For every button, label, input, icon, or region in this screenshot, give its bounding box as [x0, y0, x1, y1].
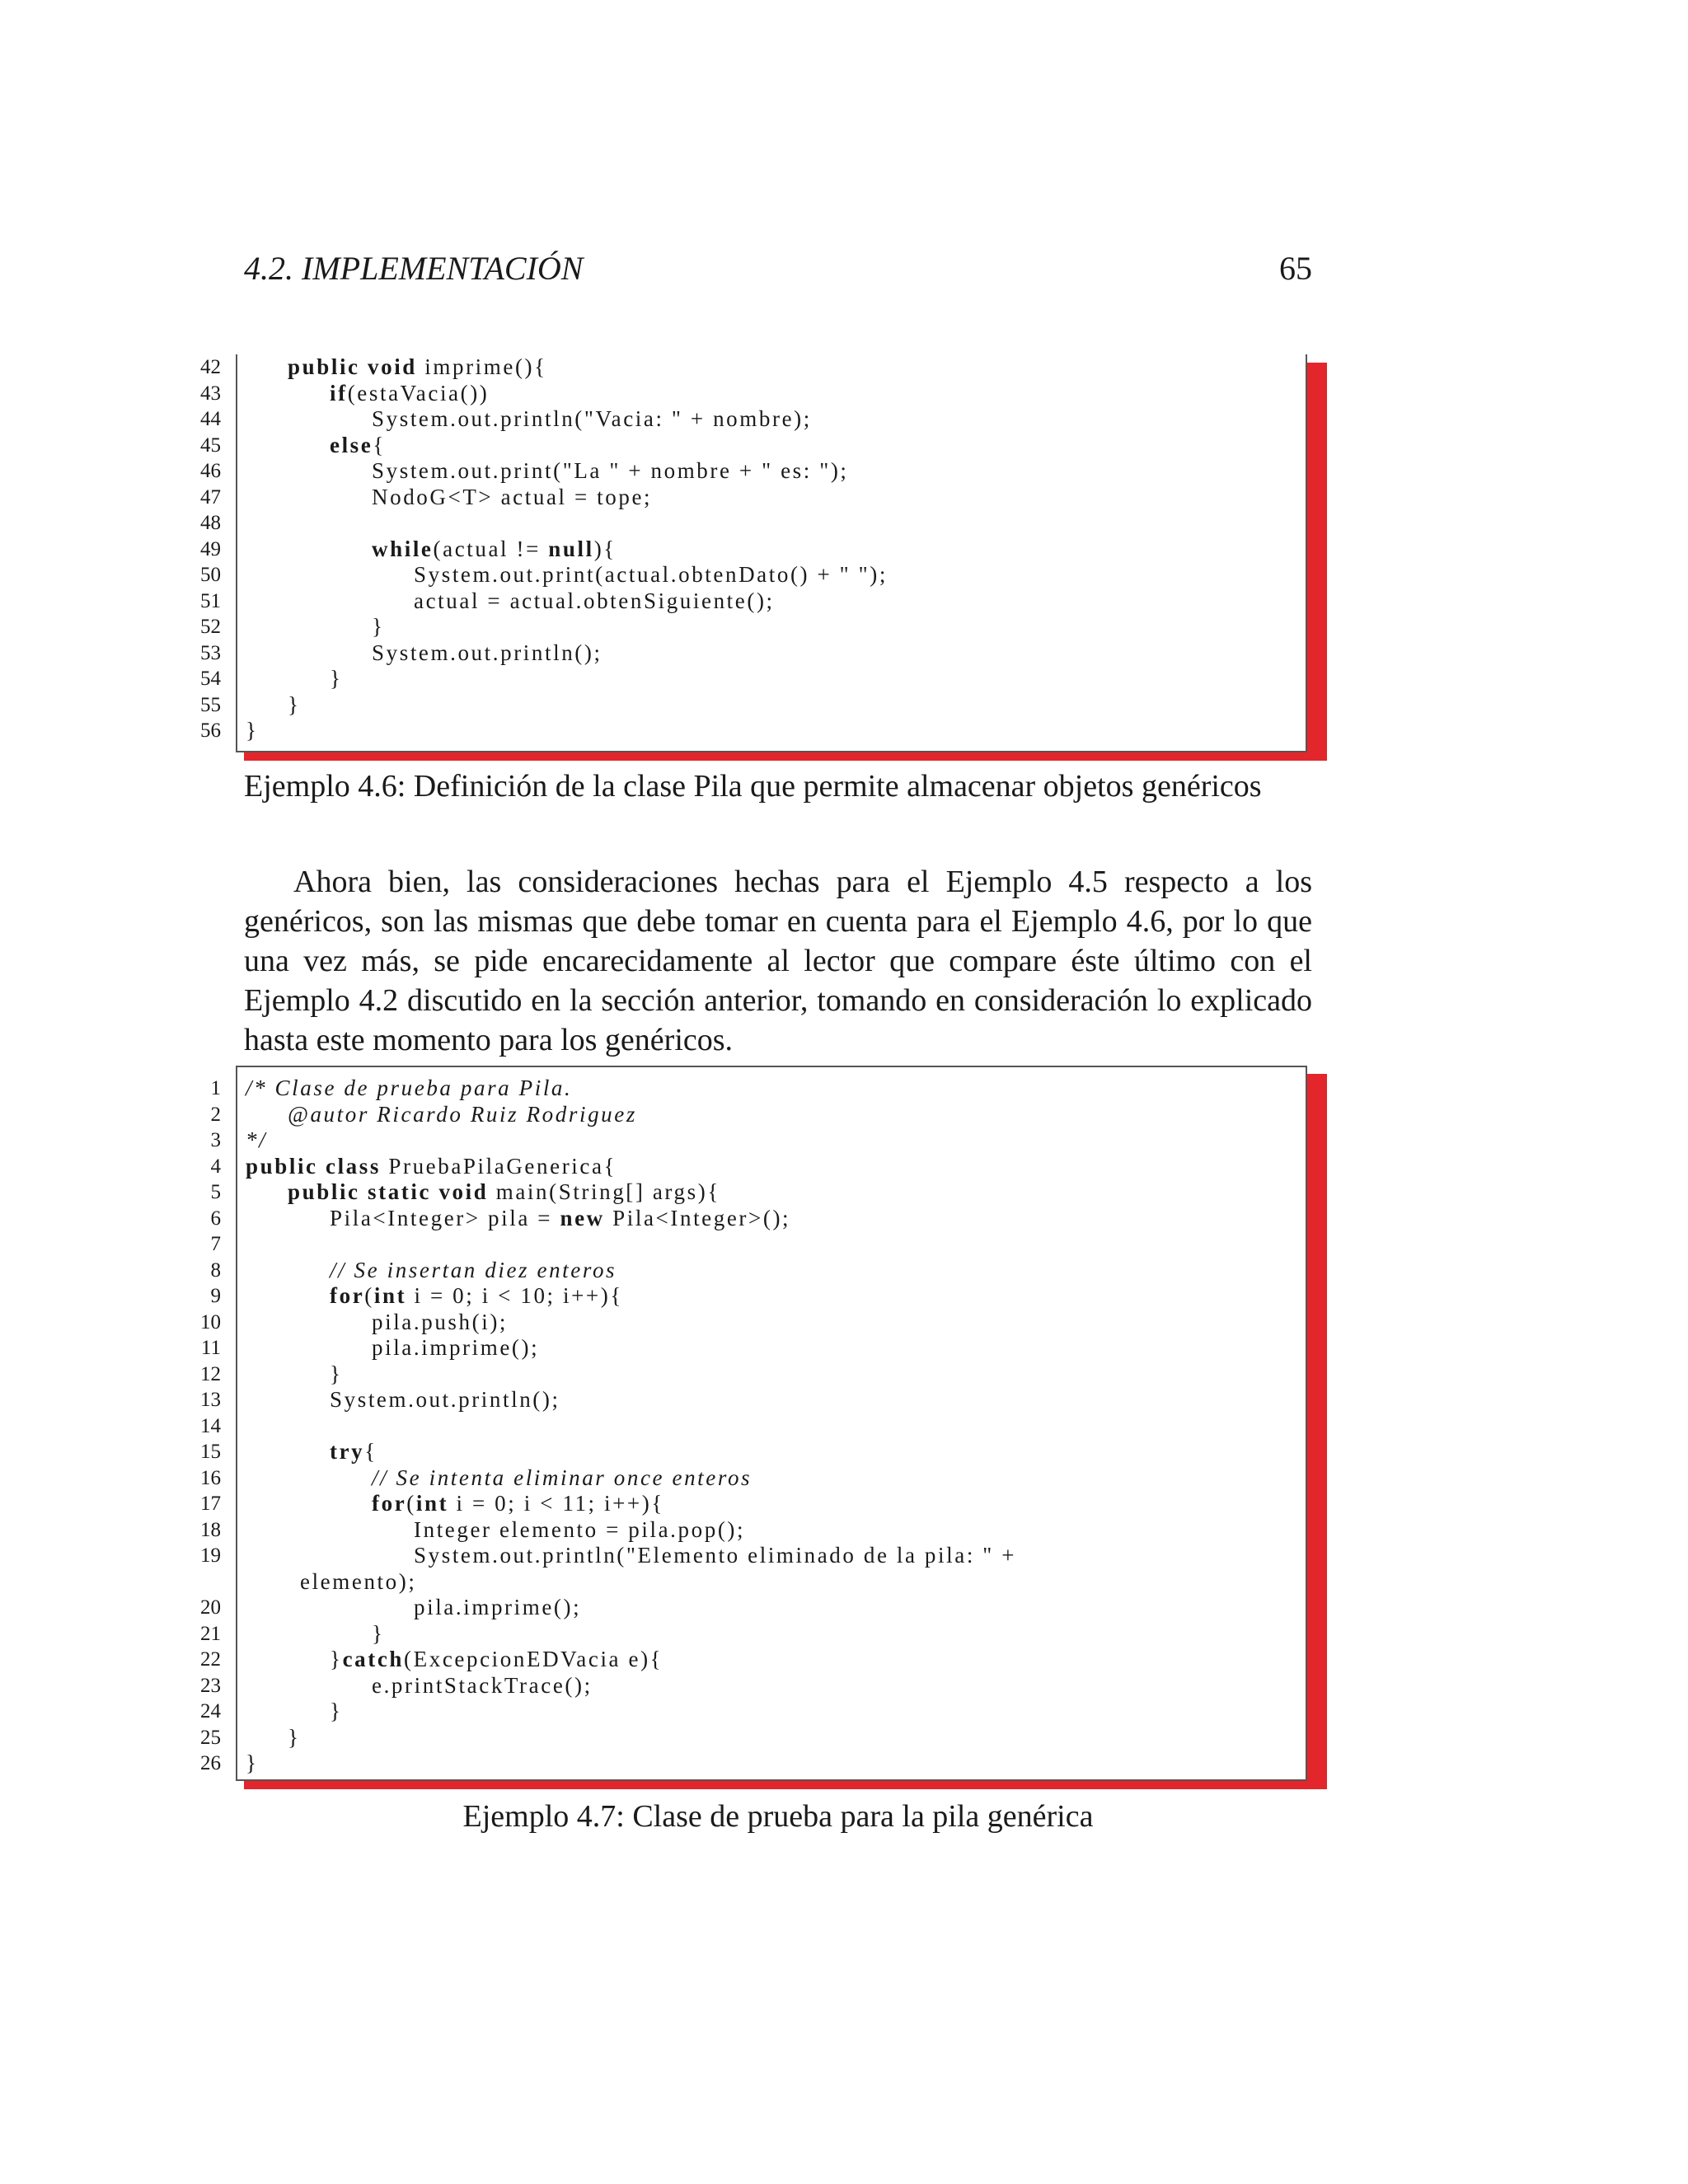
code-line: [191, 1127, 1327, 1154]
code-line: [191, 640, 1327, 667]
code-token: System.out.println("Elemento eliminado de la pila: " +: [414, 1543, 1017, 1568]
code-text: [330, 381, 489, 407]
line-number: 49: [200, 537, 221, 560]
code-token: System.out.print(actual.obtenDato() + " ");: [414, 562, 888, 587]
line-number: 50: [200, 564, 221, 586]
line-number: 26: [200, 1752, 221, 1774]
code-keyword: for: [372, 1491, 407, 1516]
code-token: actual = actual.obtenSiguiente();: [414, 588, 775, 613]
code-line: [191, 1258, 1327, 1284]
code-keyword: try: [330, 1439, 365, 1464]
code-text: [330, 1387, 560, 1413]
line-number: 12: [200, 1362, 221, 1385]
code-text: [288, 1179, 720, 1206]
code-token: Pila<Integer> pila =: [330, 1205, 560, 1230]
code-line: [191, 692, 1327, 719]
code-token: elemento);: [300, 1568, 417, 1594]
code-keyword: int: [415, 1491, 449, 1516]
code-text: [330, 666, 343, 692]
code-line: [191, 1283, 1327, 1310]
code-keyword: static: [368, 1179, 439, 1204]
running-header: [244, 249, 1312, 298]
code-text: [300, 1569, 416, 1596]
code-token: (actual !=: [433, 536, 549, 561]
line-number: 25: [200, 1726, 221, 1749]
code-text: [246, 1076, 572, 1102]
code-comment: /* Clase de prueba para Pila.: [246, 1076, 573, 1100]
code-line: [191, 458, 1327, 485]
line-number: 44: [200, 408, 221, 430]
code-text: [330, 1647, 663, 1673]
code-token: pila.push(i);: [372, 1309, 509, 1334]
line-number: 52: [200, 616, 221, 638]
line-number: 21: [200, 1622, 221, 1645]
code-token: (: [364, 1283, 374, 1308]
code-line: [191, 1699, 1327, 1725]
code-text: [372, 614, 385, 640]
listing-lines: [191, 1076, 1327, 1777]
code-line: [191, 1310, 1327, 1336]
line-number: 53: [200, 641, 221, 664]
code-token: Integer elemento = pila.pop();: [414, 1516, 746, 1542]
code-line: [191, 433, 1327, 459]
code-text: [330, 1283, 623, 1310]
line-number: 23: [200, 1674, 221, 1697]
code-text: [246, 1127, 267, 1154]
line-number: 47: [200, 485, 221, 509]
line-number: 13: [200, 1389, 221, 1411]
code-text: [288, 692, 301, 719]
code-keyword: public: [288, 354, 368, 379]
line-number: 17: [200, 1493, 221, 1515]
code-text: [330, 1439, 377, 1465]
code-keyword: for: [330, 1283, 365, 1308]
code-text: [372, 485, 652, 511]
code-text: [330, 1206, 790, 1232]
code-keyword: class: [326, 1153, 389, 1179]
line-number: 15: [200, 1441, 221, 1463]
code-text: [372, 406, 812, 433]
code-line: [191, 1750, 1327, 1777]
code-token: (ExcepcionEDVacia e){: [404, 1647, 663, 1671]
code-line: [191, 1387, 1327, 1413]
line-number: 6: [210, 1207, 221, 1230]
code-comment: // Se insertan diez enteros: [330, 1257, 617, 1282]
code-token: }: [330, 1647, 343, 1671]
code-line: [191, 1465, 1327, 1492]
section-title: 4.2. IMPLEMENTACIÓN: [244, 250, 584, 287]
code-keyword: if: [330, 380, 348, 405]
code-token: }: [330, 1361, 343, 1386]
code-line: [191, 1595, 1327, 1621]
code-line: [191, 1206, 1327, 1232]
code-text: [330, 433, 386, 459]
code-text: [246, 718, 259, 744]
line-number: 16: [200, 1466, 221, 1489]
code-text: [414, 588, 775, 615]
code-token: imprime(){: [424, 354, 547, 379]
line-number: 42: [200, 356, 221, 378]
code-line: [191, 1076, 1327, 1102]
code-line: [191, 1647, 1327, 1673]
code-token: System.out.println("Vacia: " + nombre);: [372, 406, 812, 431]
code-token: pila.imprime();: [372, 1335, 540, 1360]
caption-example-4-6: Ejemplo 4.6: Definición de la clase Pila que permite almacenar objetos genéricos: [244, 769, 1262, 804]
code-line: [191, 1543, 1327, 1569]
line-number: 2: [210, 1103, 221, 1126]
code-line: [191, 1231, 1327, 1258]
caption-example-4-7: Ejemplo 4.7: Clase de prueba para la pila genérica: [462, 1799, 1094, 1834]
code-line: [191, 354, 1327, 381]
code-line: [191, 381, 1327, 407]
code-keyword: public: [288, 1179, 368, 1204]
line-number: 20: [200, 1596, 221, 1619]
code-token: (: [406, 1491, 416, 1516]
code-token: System.out.print("La " + nombre + " es: ");: [372, 458, 849, 483]
line-number: 22: [200, 1648, 221, 1671]
code-token: }: [330, 1699, 343, 1723]
code-keyword: null: [548, 536, 594, 561]
line-number: 11: [200, 1337, 221, 1359]
line-number: 1: [210, 1077, 221, 1099]
code-line: [191, 1673, 1327, 1699]
code-token: }: [288, 691, 301, 717]
code-text: [246, 1750, 259, 1777]
code-token: }: [246, 1750, 259, 1775]
code-text: [414, 1517, 745, 1544]
code-text: [288, 1102, 637, 1128]
line-number: 19: [200, 1544, 221, 1567]
code-keyword: catch: [342, 1647, 405, 1671]
code-token: System.out.println();: [372, 640, 603, 665]
line-number: 55: [200, 693, 221, 716]
code-token: (estaVacia()): [347, 380, 490, 405]
code-line: [191, 1569, 1327, 1596]
code-line: [191, 1491, 1327, 1517]
code-token: e.printStackTrace();: [372, 1672, 593, 1698]
code-comment: @autor Ricardo Ruiz Rodriguez: [288, 1101, 637, 1127]
line-number: 7: [210, 1233, 221, 1255]
code-text: [288, 1725, 301, 1751]
line-number: 5: [210, 1181, 221, 1203]
code-keyword: while: [372, 536, 434, 561]
code-line: [191, 1439, 1327, 1465]
code-token: }: [330, 666, 343, 691]
code-token: {: [373, 432, 386, 457]
line-number: 3: [210, 1129, 221, 1151]
code-token: {: [364, 1439, 377, 1464]
code-text: [372, 1673, 593, 1699]
code-text: [330, 1361, 343, 1388]
code-text: [288, 354, 547, 381]
code-keyword: void: [368, 354, 425, 379]
code-text: [372, 1465, 752, 1492]
code-line: [191, 1154, 1327, 1180]
code-line: [191, 588, 1327, 615]
line-number: 8: [210, 1258, 221, 1282]
code-line: [191, 485, 1327, 511]
code-keyword: void: [438, 1179, 496, 1204]
code-token: }: [288, 1724, 301, 1750]
code-text: [372, 1310, 508, 1336]
code-comment: */: [246, 1127, 268, 1152]
code-line: [191, 1725, 1327, 1751]
code-text: [372, 537, 617, 563]
code-token: }: [372, 614, 385, 639]
code-token: }: [372, 1620, 385, 1646]
line-number: 14: [200, 1414, 221, 1437]
code-line: [191, 718, 1327, 744]
code-line: [191, 510, 1327, 537]
code-text: [330, 1699, 343, 1725]
code-text: [372, 1335, 539, 1361]
code-line: [191, 1517, 1327, 1544]
code-token: NodoG<T> actual = tope;: [372, 484, 653, 509]
code-keyword: new: [560, 1205, 605, 1230]
code-token: ){: [593, 536, 617, 561]
code-token: main(String[] args){: [495, 1179, 720, 1204]
code-comment: // Se intenta eliminar once enteros: [372, 1465, 753, 1490]
code-text: [414, 1595, 581, 1621]
code-token: PruebaPilaGenerica{: [388, 1153, 617, 1179]
code-text: [414, 1543, 1016, 1569]
code-listing-4-7: [191, 1066, 1327, 1781]
body-paragraph: Ahora bien, las consideraciones hechas para el Ejemplo 4.5 respecto a los genéricos, son las mismas que debe tomar en cuenta para el Ejemplo 4.6, por lo que una vez más, se pide encarecidamente al lector que compare éste último con el Ejemplo 4.2 discutido en la sección anterior, tomando en consideración lo explicado hasta este momento para los genéricos.: [244, 865, 1312, 1057]
code-line: [191, 537, 1327, 563]
code-text: [414, 562, 888, 588]
code-line: [191, 666, 1327, 692]
line-number: 4: [210, 1155, 221, 1178]
line-number: 18: [200, 1518, 221, 1541]
line-number: 54: [200, 668, 221, 690]
code-text: [246, 1154, 617, 1180]
code-line: [191, 1361, 1327, 1388]
line-number: 24: [200, 1700, 221, 1722]
code-text: [330, 1258, 617, 1284]
code-line: [191, 1102, 1327, 1128]
code-text: [372, 640, 603, 667]
line-number: 9: [210, 1285, 221, 1307]
line-number: 56: [200, 719, 221, 742]
code-line: [191, 1621, 1327, 1647]
line-number: 43: [200, 382, 221, 405]
code-token: i = 0; i < 10; i++){: [406, 1283, 623, 1308]
code-line: [191, 1335, 1327, 1361]
line-number: 48: [200, 512, 221, 534]
code-line: [191, 562, 1327, 588]
code-token: i = 0; i < 11; i++){: [448, 1491, 664, 1516]
code-line: [191, 406, 1327, 433]
code-token: }: [246, 718, 259, 743]
line-number: 51: [200, 589, 221, 612]
line-number: 46: [200, 460, 221, 482]
code-line: [191, 1413, 1327, 1440]
code-line: [191, 614, 1327, 640]
code-line: [191, 1179, 1327, 1206]
code-text: [372, 458, 849, 485]
code-keyword: int: [373, 1283, 407, 1308]
code-text: [372, 1621, 385, 1647]
code-keyword: public: [246, 1153, 326, 1179]
code-keyword: else: [330, 432, 373, 457]
listing-lines: [191, 354, 1327, 744]
page-number: 65: [1279, 250, 1312, 287]
code-token: pila.imprime();: [414, 1595, 582, 1619]
code-listing-4-6: [191, 354, 1327, 752]
code-text: [372, 1491, 664, 1517]
line-number: 45: [200, 434, 221, 457]
line-number: 10: [200, 1310, 221, 1333]
code-token: System.out.println();: [330, 1387, 560, 1412]
code-token: Pila<Integer>();: [604, 1205, 791, 1230]
